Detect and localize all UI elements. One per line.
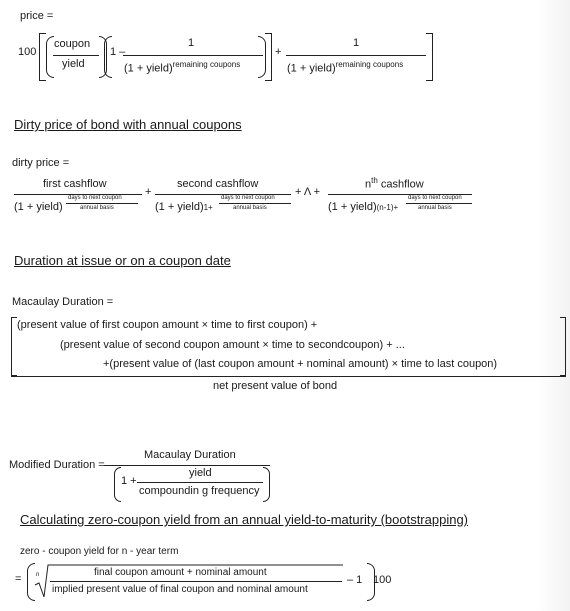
annuity-numerator-one: 1 [188,37,195,49]
zero-coupon-numerator: final coupon amount + nominal amount [94,567,267,578]
modified-compounding: compoundin g frequency [139,485,260,497]
modified-right-paren [263,467,270,502]
price-label: price = [20,10,54,22]
modified-left-paren [114,467,121,502]
first-cashflow-denominator: (1 + yield) [14,201,63,213]
zero-coupon-hundred: 100 [373,574,392,586]
nth-cashflow-numerator: $n^{th}$ cashflow [365,176,424,191]
heading-duration: Duration at issue or on a coupon date [14,253,231,268]
principal-denominator: (1 + yield)$^{remaining coupons}$ [287,60,404,75]
zero-coupon-label: zero - coupon yield for n - year term [20,546,179,557]
annuity-denominator: (1 + yield)$^{remaining coupons}$ [124,60,241,75]
zero-coupon-equals: = [15,573,22,585]
price-coupon-numerator: coupon [54,38,91,50]
price-factor: 100 [18,46,37,58]
price-right-bracket [265,33,272,81]
price-yield-denominator: yield [62,58,85,70]
zero-coupon-fraction-bar [50,581,342,582]
modified-yield: yield [189,467,212,479]
second-cashflow-numerator: second cashflow [177,178,259,190]
price-left-bracket [39,33,46,81]
annuity-fraction-bar [123,55,263,56]
first-exp-numerator: days to next coupon [68,195,122,201]
heading-dirty-price: Dirty price of bond with annual coupons [14,117,242,132]
macaulay-fraction-bar [11,376,566,377]
dirty-price-label: dirty price = [12,157,70,169]
nth-exp-denominator: annual basis [418,205,452,211]
nth-cashflow-denominator: (1 + yield)(n-1)+ [328,201,399,213]
annuity-one-minus: 1 – [110,46,126,58]
macaulay-line-3: +(present value of (last coupon amount + nominal amount) × time to last coupon) [103,358,498,370]
price-coupon-fraction-bar [53,55,99,56]
modified-fraction-bar [104,465,270,466]
first-exp-bar [66,203,138,204]
macaulay-line-2: (present value of second coupon amount × time to secondcoupon) + ... [60,339,405,351]
price-plus: + [275,46,282,58]
zero-coupon-denominator: implied present value of final coupon and nominal amount [52,584,308,595]
modified-one-plus: 1 + [121,475,137,487]
first-cashflow-numerator: first cashflow [43,178,107,190]
macaulay-label: Macaulay Duration = [12,296,114,308]
modified-duration-label: Modified Duration = [9,459,105,471]
zero-coupon-root-index: n [36,572,40,578]
modified-inner-bar [137,482,263,483]
dirty-plus-1: + [145,186,152,198]
second-exp-bar [219,203,291,204]
principal-fraction-bar [286,55,426,56]
nth-exp-numerator: days to next coupon [408,195,462,201]
zero-coupon-minus-one: – 1 [347,574,363,586]
price-left-paren [46,36,54,78]
nth-exp-bar [406,203,472,204]
first-exp-denominator: annual basis [80,205,114,211]
macaulay-line-1: (present value of first coupon amount × time to first coupon) + [17,319,318,331]
macaulay-denominator: net present value of bond [213,380,338,392]
principal-numerator-one: 1 [353,37,360,49]
second-exp-denominator: annual basis [233,205,267,211]
price-outer-right-bracket [426,33,433,81]
macaulay-right-bracket [560,317,566,376]
modified-numerator: Macaulay Duration [144,449,236,461]
second-cashflow-denominator: (1 + yield)1+ [155,201,213,213]
dirty-plus-ellipsis: + Λ + [295,186,321,198]
heading-zero-coupon: Calculating zero-coupon yield from an annual yield-to-maturity (bootstrapping) [20,512,469,527]
second-exp-numerator: days to next coupon [221,195,275,201]
